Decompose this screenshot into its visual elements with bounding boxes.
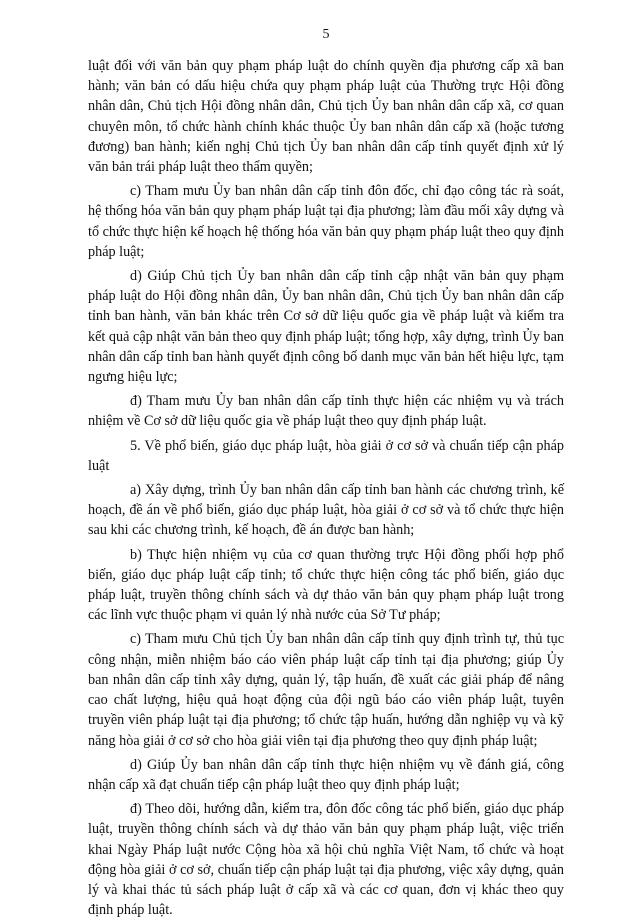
paragraph-item-dd-monitoring: đ) Theo dõi, hướng dẫn, kiểm tra, đôn đốc công tác phổ biến, giáo dục pháp luật, truyền thông chính sách và dự thảo văn bản quy phạm pháp luật, việc triển khai Ngày Pháp luật nước Cộng hòa xã hội chủ nghĩa Việt Nam, tổ chức và hoạt động hòa giải ở cơ sở, chuẩn tiếp cận pháp luật tại địa phương, việc xây dựng, quản lý và khai thác tủ sách pháp luật ở cấp xã và các cơ quan, đơn vị khác theo quy định pháp luật. — [88, 801, 564, 919]
section-heading-5: 5. Về phổ biến, giáo dục pháp luật, hòa giải ở cơ sở và chuẩn tiếp cận pháp luật — [88, 437, 564, 474]
paragraph-item-c-reporters: c) Tham mưu Chủ tịch Ủy ban nhân dân cấp tỉnh quy định trình tự, thủ tục công nhận, miễn nhiệm báo cáo viên pháp luật cấp tỉnh tại địa phương; giúp Ủy ban nhân dân cấp tỉnh xây dựng, quản lý, tập huấn, đề xuất các giải pháp để nâng cao chất lượng, hiệu quả hoạt động của đội ngũ báo cáo viên pháp luật, tuyên truyền viên pháp luật tại địa phương; tổ chức tập huấn, hướng dẫn nghiệp vụ và kỹ năng hòa giải ở cơ sở cho hòa giải viên tại địa phương theo quy định pháp luật; — [88, 631, 564, 749]
paragraph-item-d-evaluation: d) Giúp Ủy ban nhân dân cấp tỉnh thực hiện nhiệm vụ về đánh giá, công nhận cấp xã đạt chuẩn tiếp cận pháp luật theo quy định pháp luật; — [88, 756, 564, 793]
paragraph-continuation: luật đối với văn bản quy phạm pháp luật do chính quyền địa phương cấp xã ban hành; văn bản có dấu hiệu chứa quy phạm pháp luật của Thường trực Hội đồng nhân dân, Chủ tịch Hội đồng nhân dân, Chủ tịch Ủy ban nhân dân cấp xã, cơ quan chuyên môn, tổ chức hành chính khác thuộc Ủy ban nhân dân cấp xã (hoặc tương đương) ban hành; kiến nghị Chủ tịch Ủy ban nhân dân cấp tỉnh quyết định xử lý văn bản trái pháp luật theo thẩm quyền; — [88, 58, 564, 176]
paragraph-item-c-review: c) Tham mưu Ủy ban nhân dân cấp tỉnh đôn đốc, chỉ đạo công tác rà soát, hệ thống hóa văn bản quy phạm pháp luật tại địa phương; làm đầu mối xây dựng và tổ chức thực hiện kế hoạch hệ thống hóa văn bản quy phạm pháp luật theo quy định pháp luật; — [88, 183, 564, 260]
paragraph-item-b-standing-council: b) Thực hiện nhiệm vụ của cơ quan thường trực Hội đồng phối hợp phổ biến, giáo dục pháp luật cấp tỉnh; tổ chức thực hiện công tác phổ biến, giáo dục pháp luật, truyền thông chính sách và dự thảo văn bản quy phạm pháp luật trong các lĩnh vực thuộc phạm vi quản lý nhà nước của Sở Tư pháp; — [88, 546, 564, 624]
paragraph-item-a-programs: a) Xây dựng, trình Ủy ban nhân dân cấp tỉnh ban hành các chương trình, kế hoạch, đề án về phổ biến, giáo dục pháp luật, hòa giải ở cơ sở và tổ chức thực hiện sau khi các chương trình, kế hoạch, đề án được ban hành; — [88, 482, 564, 539]
page-number: 5 — [322, 27, 330, 42]
paragraph-item-dd-national-database: đ) Tham mưu Ủy ban nhân dân cấp tỉnh thực hiện các nhiệm vụ và trách nhiệm về Cơ sở dữ liệu quốc gia về pháp luật theo quy định pháp luật. — [88, 393, 564, 430]
paragraph-item-d-update-database: d) Giúp Chủ tịch Ủy ban nhân dân cấp tỉnh cập nhật văn bản quy phạm pháp luật do Hội đồng nhân dân, Ủy ban nhân dân, Chủ tịch Ủy ban nhân dân cấp tỉnh ban hành, văn bản khác trên Cơ sở dữ liệu quốc gia về pháp luật và kiểm tra kết quả cập nhật văn bản theo quy định pháp luật; tổng hợp, xây dựng, trình Ủy ban nhân dân cấp tỉnh ban hành quyết định công bố danh mục văn bản hết hiệu lực, tạm ngưng hiệu lực; — [88, 268, 564, 386]
